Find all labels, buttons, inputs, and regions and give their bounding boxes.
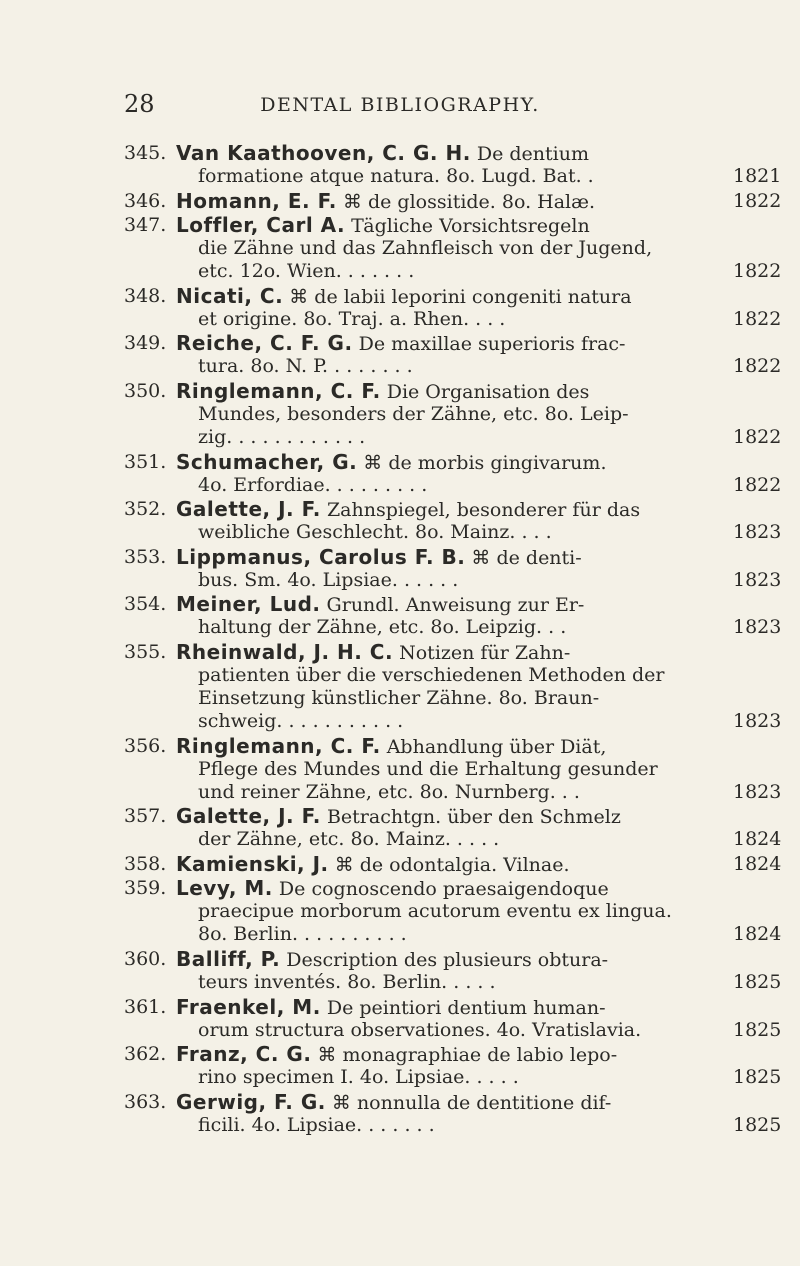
entry-title-text: bus. Sm. 4o. Lipsiae. . . . . . [198,568,459,591]
publication-year: 1824 [733,852,782,875]
entry-line [176,285,724,308]
publication-year: 1825 [733,1018,782,1041]
entry-line [176,853,724,876]
page-number: 28 [124,90,155,118]
entry-number: 351. [124,450,167,473]
entry-line [176,569,724,592]
entry-number: 348. [124,284,167,307]
running-title: DENTAL BIBLIOGRAPHY. [260,94,540,116]
entry-text [176,190,724,213]
entry-line [176,380,724,403]
entry-title-text: De cognoscendo praesaigendoque [272,878,609,901]
publication-year: 1822 [733,426,782,448]
entry-text [176,805,724,851]
entry-title-text: De peintiori dentium human- [320,996,606,1019]
entry-number: 350. [124,380,167,402]
entry-line [176,237,724,260]
entry-title-text: Einsetzung künstlicher Zähne. 8o. Braun- [198,687,600,709]
entry-number: 345. [124,142,167,164]
author-name: Van Kaathooven, C. G. H. [176,142,471,165]
publication-year: 1825 [733,1113,782,1136]
entry-line [176,521,724,544]
publication-year: 1823 [733,616,782,639]
entry-number: 360. [124,948,167,970]
entry-text [176,214,724,283]
entry-number: 352. [124,498,167,521]
entry-number: 353. [124,545,167,568]
entry-line [176,877,724,900]
entry-title-text: der Zähne, etc. 8o. Mainz. . . . . [198,828,500,851]
entry-title-text: 8o. Berlin. . . . . . . . . . [198,923,407,946]
entry-line [176,1114,724,1137]
entry-line [176,214,724,237]
entry-text [176,498,724,544]
entry-title-text: De dentium [470,143,589,165]
entry-title-text: tura. 8o. N. P. . . . . . . . [198,355,413,378]
publication-year: 1824 [733,828,782,851]
entry-line [176,332,724,355]
entry-line [176,165,724,188]
publication-year: 1822 [733,355,782,378]
entry-line [176,1091,724,1114]
entry-title-text: Abhandlung über Diät, [380,735,607,758]
entry-line [176,758,724,781]
entry-line [176,260,724,283]
entry-line [176,498,724,521]
entry-number: 347. [124,214,167,237]
author-name: Galette, J. F. [176,498,321,522]
entry-text [176,948,724,994]
entry-line [176,664,724,687]
entry-number: 355. [124,641,167,663]
entry-text [176,641,724,733]
entry-title-text: orum structura observationes. 4o. Vratislavia. [198,1018,642,1041]
entry-text [176,1091,724,1137]
entry-line [176,308,724,331]
entry-line [176,900,724,923]
author-name: Nicati, C. [176,284,284,308]
entry-line [176,923,724,946]
entry-title-text: Tägliche Vorsichtsregeln [345,215,590,238]
author-name: Ringlemann, C. F. [176,734,381,758]
entry-title-text: Notizen für Zahn- [393,642,571,664]
publication-year: 1825 [733,1066,782,1089]
entry-title-text: Grundl. Anweisung zur Er- [320,594,585,617]
entry-title-text: ⌘ de morbis gingivarum. [357,451,607,474]
entry-title-text: ⌘ de glossitide. 8o. Halæ. [336,190,596,213]
entry-title-text: ⌘ de odontalgia. Vilnae. [328,853,570,876]
entry-line [176,142,724,165]
entry-title-text: De maxillae superioris frac- [352,333,626,356]
publication-year: 1822 [733,260,782,283]
entry-line [176,403,724,426]
author-name: Balliff, P. [176,948,281,971]
page-header [0,90,800,120]
entry-number: 362. [124,1043,167,1066]
entry-title-text: ⌘ nonnulla de dentitione dif- [325,1091,612,1114]
entry-text [176,142,724,188]
entry-number: 349. [124,332,167,355]
entry-title-text: ⌘ de labii leporini congeniti natura [283,285,632,308]
entry-text [176,735,724,804]
entry-title-text: ficili. 4o. Lipsiae. . . . . . . [198,1113,435,1136]
entry-text [176,285,724,331]
entry-line [176,426,724,449]
entry-line [176,781,724,804]
entry-title-text: ⌘ monagraphiae de labio lepo- [311,1044,618,1067]
author-name: Gerwig, F. G. [176,1090,326,1114]
entry-number: 363. [124,1090,167,1113]
entry-title-text: Betrachtgn. über den Schmelz [320,806,621,829]
entry-text [176,332,724,378]
entry-title-text: 4o. Erfordiae. . . . . . . . . [198,473,428,496]
entry-text [176,451,724,497]
entry-title-text: et origine. 8o. Traj. a. Rhen. . . . [198,307,506,330]
publication-year: 1821 [733,165,782,187]
entry-line [176,1066,724,1089]
author-name: Meiner, Lud. [176,593,321,617]
entry-number: 359. [124,877,167,900]
entry-line [176,616,724,639]
author-name: Galette, J. F. [176,805,321,829]
entry-number: 361. [124,995,167,1018]
entry-title-text: Pflege des Mundes und die Erhaltung gesunder [198,757,658,780]
author-name: Loffler, Carl A. [176,214,346,238]
author-name: Ringlemann, C. F. [176,380,381,403]
publication-year: 1822 [733,189,782,212]
author-name: Schumacher, G. [176,450,358,474]
publication-year: 1824 [733,923,782,946]
entry-line [176,735,724,758]
entry-text [176,996,724,1042]
publication-year: 1822 [733,473,782,496]
entry-title-text: die Zähne und das Zahnfleisch von der Jugend, [198,237,653,260]
author-name: Lippmanus, Carolus F. B. [176,545,466,569]
entry-title-text: Die Organisation des [380,381,590,403]
entry-text [176,877,724,946]
author-name: Rheinwald, J. H. C. [176,641,394,664]
entry-line [176,190,724,213]
entry-text [176,1043,724,1089]
publication-year: 1823 [733,710,782,732]
author-name: Reiche, C. F. G. [176,332,353,356]
entry-title-text: zig. . . . . . . . . . . . [198,426,366,448]
entry-title-text: ⌘ de denti- [465,546,582,569]
author-name: Fraenkel, M. [176,995,321,1019]
publication-year: 1823 [733,521,782,544]
entry-line [176,948,724,971]
entry-title-text: rino specimen I. 4o. Lipsiae. . . . . [198,1066,519,1089]
entry-line [176,996,724,1019]
entry-line [176,805,724,828]
entry-line [176,971,724,994]
entry-text [176,380,724,449]
entry-line [176,687,724,710]
entry-line [176,474,724,497]
entry-title-text: Mundes, besonders der Zähne, etc. 8o. Leip- [198,403,629,425]
entry-line [176,710,724,733]
author-name: Homann, E. F. [176,189,337,213]
publication-year: 1822 [733,307,782,330]
entry-line [176,546,724,569]
publication-year: 1823 [733,780,782,803]
publication-year: 1823 [733,568,782,591]
entry-line [176,355,724,378]
entry-text [176,593,724,639]
entry-text [176,853,724,876]
entry-number: 358. [124,852,167,875]
entry-title-text: Description des plusieurs obtura- [280,949,609,971]
author-name: Kamienski, J. [176,852,329,876]
entry-title-text: und reiner Zähne, etc. 8o. Nurnberg. . . [198,780,580,803]
entry-title-text: teurs inventés. 8o. Berlin. . . . . [198,971,496,993]
entry-title-text: haltung der Zähne, etc. 8o. Leipzig. . . [198,616,567,639]
entry-line [176,1043,724,1066]
entry-title-text: weibliche Geschlecht. 8o. Mainz. . . . [198,521,552,544]
publication-year: 1825 [733,971,782,993]
entry-title-text: patienten über die verschiedenen Methoden der [198,664,665,686]
author-name: Levy, M. [176,877,273,901]
entry-number: 356. [124,734,167,757]
entry-title-text: Zahnspiegel, besonderer für das [320,499,641,522]
entry-number: 357. [124,805,167,828]
entry-title-text: etc. 12o. Wien. . . . . . . [198,260,415,283]
entry-number: 346. [124,189,167,212]
entry-line [176,451,724,474]
entry-number: 354. [124,593,167,616]
entry-line [176,641,724,664]
entry-line [176,1019,724,1042]
entry-title-text: praecipue morborum acutorum eventu ex lingua. [198,900,672,923]
entry-line [176,828,724,851]
entry-title-text: schweig. . . . . . . . . . . [198,710,404,732]
entry-line [176,593,724,616]
author-name: Franz, C. G. [176,1043,312,1067]
entry-title-text: formatione atque natura. 8o. Lugd. Bat. . [198,165,594,187]
entry-text [176,546,724,592]
